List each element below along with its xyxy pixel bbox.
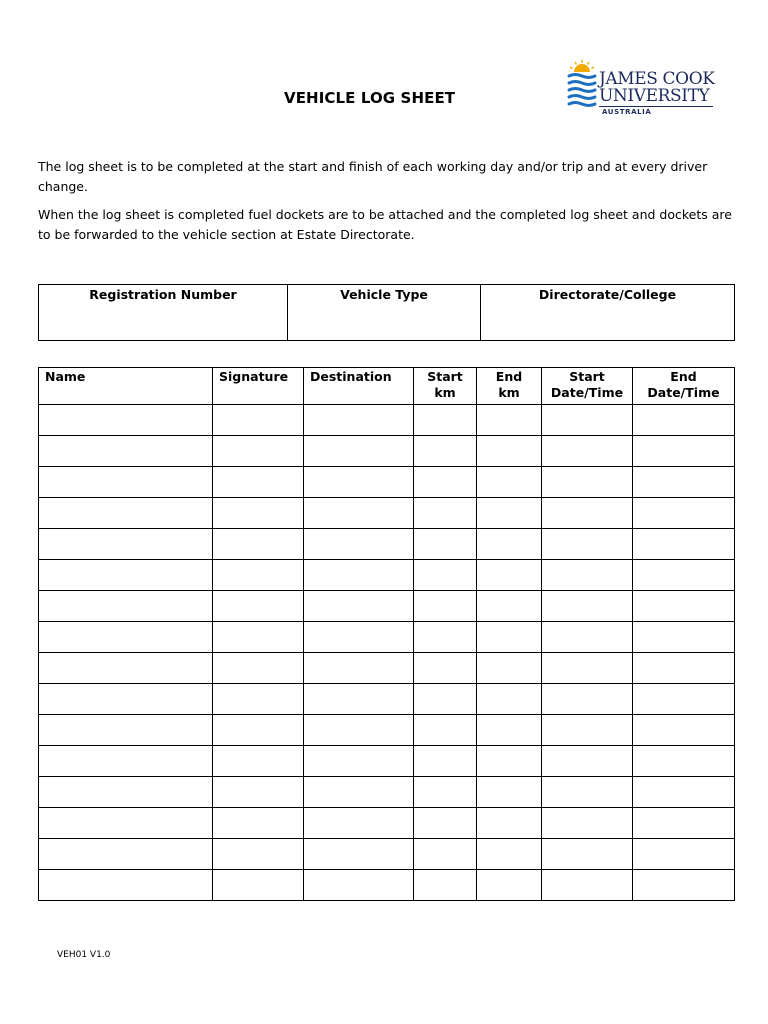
registration-number-cell[interactable]: Registration Number	[39, 285, 288, 341]
logo-divider	[599, 106, 713, 107]
document-version: VEH01 V1.0	[57, 950, 111, 960]
log-cell-destination[interactable]	[304, 839, 414, 870]
log-cell-name[interactable]	[39, 436, 213, 467]
table-row	[39, 684, 735, 715]
log-cell-signature[interactable]	[213, 746, 304, 777]
log-cell-signature[interactable]	[213, 684, 304, 715]
log-cell-name[interactable]	[39, 870, 213, 901]
table-row	[39, 622, 735, 653]
log-cell-name[interactable]	[39, 684, 213, 715]
log-cell-start-date-time[interactable]	[542, 839, 633, 870]
log-cell-start-date-time[interactable]	[542, 498, 633, 529]
table-row	[39, 405, 735, 436]
table-row	[39, 529, 735, 560]
table-row	[39, 839, 735, 870]
header-line: km	[498, 385, 520, 400]
log-cell-end-date-time[interactable]	[633, 498, 735, 529]
table-row	[39, 467, 735, 498]
log-cell-start-date-time[interactable]	[542, 870, 633, 901]
log-cell-signature[interactable]	[213, 560, 304, 591]
log-cell-name[interactable]	[39, 715, 213, 746]
log-cell-destination[interactable]	[304, 808, 414, 839]
log-cell-end-km[interactable]	[477, 653, 542, 684]
log-cell-signature[interactable]	[213, 870, 304, 901]
log-cell-signature[interactable]	[213, 467, 304, 498]
log-cell-start-km[interactable]	[414, 653, 477, 684]
page-title: VEHICLE LOG SHEET	[284, 89, 456, 107]
header-line: Date/Time	[550, 385, 624, 400]
log-cell-end-date-time[interactable]	[633, 529, 735, 560]
table-row	[39, 560, 735, 591]
log-cell-signature[interactable]	[213, 498, 304, 529]
log-cell-end-km[interactable]	[477, 777, 542, 808]
log-cell-start-date-time[interactable]	[542, 560, 633, 591]
log-cell-name[interactable]	[39, 746, 213, 777]
log-cell-destination[interactable]	[304, 870, 414, 901]
log-cell-start-km[interactable]	[414, 560, 477, 591]
log-cell-start-km[interactable]	[414, 467, 477, 498]
column-header-start-km	[414, 368, 477, 405]
log-cell-destination[interactable]	[304, 622, 414, 653]
log-cell-start-km[interactable]	[414, 808, 477, 839]
header-line: End	[670, 369, 697, 384]
log-cell-start-date-time[interactable]	[542, 746, 633, 777]
log-cell-start-date-time[interactable]	[542, 684, 633, 715]
log-cell-start-km[interactable]	[414, 591, 477, 622]
column-header-name	[39, 368, 213, 405]
log-cell-signature[interactable]	[213, 405, 304, 436]
log-cell-signature[interactable]	[213, 715, 304, 746]
log-cell-start-km[interactable]	[414, 684, 477, 715]
log-cell-end-km[interactable]	[477, 870, 542, 901]
table-row	[39, 746, 735, 777]
log-cell-start-km[interactable]	[414, 622, 477, 653]
log-cell-end-date-time[interactable]	[633, 591, 735, 622]
log-cell-destination[interactable]	[304, 653, 414, 684]
log-cell-destination[interactable]	[304, 777, 414, 808]
log-cell-end-km[interactable]	[477, 715, 542, 746]
log-cell-signature[interactable]	[213, 653, 304, 684]
log-cell-signature[interactable]	[213, 808, 304, 839]
log-cell-name[interactable]	[39, 560, 213, 591]
log-cell-signature[interactable]	[213, 622, 304, 653]
log-cell-destination[interactable]	[304, 560, 414, 591]
logo-emblem-icon	[566, 58, 598, 110]
vehicle-details-table	[38, 284, 735, 341]
log-cell-name[interactable]	[39, 591, 213, 622]
log-cell-destination[interactable]	[304, 529, 414, 560]
log-cell-end-km[interactable]	[477, 405, 542, 436]
log-cell-end-date-time[interactable]	[633, 560, 735, 591]
log-cell-name[interactable]	[39, 839, 213, 870]
header-line: Name	[45, 369, 86, 384]
log-cell-signature[interactable]	[213, 529, 304, 560]
log-cell-end-km[interactable]	[477, 560, 542, 591]
logo-line-1: JAMES COOK	[599, 69, 715, 89]
column-header-end-date-time	[633, 368, 735, 405]
log-cell-signature[interactable]	[213, 436, 304, 467]
log-cell-end-km[interactable]	[477, 746, 542, 777]
instruction-paragraph-1: The log sheet is to be completed at the start and finish of each working day and/or trip and at every driver change.	[38, 159, 708, 194]
header-line: Start	[569, 369, 605, 384]
log-cell-end-km[interactable]	[477, 436, 542, 467]
table-row	[39, 870, 735, 901]
log-cell-start-date-time[interactable]	[542, 467, 633, 498]
directorate-college-cell[interactable]: Directorate/College	[481, 285, 735, 341]
log-cell-name[interactable]	[39, 808, 213, 839]
trip-log-table	[38, 367, 735, 901]
table-row	[39, 715, 735, 746]
log-cell-end-date-time[interactable]	[633, 622, 735, 653]
column-header-end-km	[477, 368, 542, 405]
log-cell-name[interactable]	[39, 653, 213, 684]
log-cell-end-date-time[interactable]	[633, 715, 735, 746]
instruction-paragraph-2: When the log sheet is completed fuel dockets are to be attached and the completed log sheet and dockets are to be forwarded to the vehicle section at Estate Directorate.	[38, 207, 732, 242]
log-cell-end-km[interactable]	[477, 622, 542, 653]
log-cell-start-km[interactable]	[414, 777, 477, 808]
trip-log-body	[39, 405, 735, 901]
log-cell-start-km[interactable]	[414, 839, 477, 870]
vehicle-type-cell[interactable]: Vehicle Type	[288, 285, 481, 341]
column-header-start-date-time	[542, 368, 633, 405]
log-cell-destination[interactable]	[304, 715, 414, 746]
log-cell-end-date-time[interactable]	[633, 870, 735, 901]
log-cell-end-km[interactable]	[477, 839, 542, 870]
log-cell-start-date-time[interactable]	[542, 591, 633, 622]
log-cell-signature[interactable]	[213, 591, 304, 622]
column-header-destination	[304, 368, 414, 405]
log-cell-destination[interactable]	[304, 498, 414, 529]
log-cell-destination[interactable]	[304, 405, 414, 436]
table-row	[39, 591, 735, 622]
log-cell-end-date-time[interactable]	[633, 808, 735, 839]
log-cell-end-date-time[interactable]	[633, 839, 735, 870]
log-cell-name[interactable]	[39, 467, 213, 498]
log-cell-end-date-time[interactable]	[633, 777, 735, 808]
log-cell-end-date-time[interactable]	[633, 746, 735, 777]
table-row	[39, 436, 735, 467]
log-cell-name[interactable]	[39, 529, 213, 560]
log-cell-destination[interactable]	[304, 467, 414, 498]
column-header-signature	[213, 368, 304, 405]
log-cell-signature[interactable]	[213, 839, 304, 870]
log-cell-start-date-time[interactable]	[542, 405, 633, 436]
log-cell-start-date-time[interactable]	[542, 653, 633, 684]
header-line: km	[434, 385, 456, 400]
logo-line-3: AUSTRALIA	[602, 108, 652, 116]
log-cell-end-km[interactable]	[477, 684, 542, 715]
log-cell-end-km[interactable]	[477, 808, 542, 839]
log-cell-destination[interactable]	[304, 746, 414, 777]
header-line: Signature	[219, 369, 289, 384]
log-cell-start-date-time[interactable]	[542, 715, 633, 746]
log-cell-end-date-time[interactable]	[633, 653, 735, 684]
log-cell-destination[interactable]	[304, 436, 414, 467]
log-cell-start-km[interactable]	[414, 870, 477, 901]
log-cell-end-date-time[interactable]	[633, 436, 735, 467]
table-row	[39, 777, 735, 808]
table-row	[39, 653, 735, 684]
log-cell-start-date-time[interactable]	[542, 777, 633, 808]
log-cell-name[interactable]	[39, 405, 213, 436]
header-line: End	[495, 369, 523, 384]
log-cell-start-km[interactable]	[414, 436, 477, 467]
log-cell-end-date-time[interactable]	[633, 405, 735, 436]
table-row	[39, 285, 735, 341]
log-cell-start-date-time[interactable]	[542, 622, 633, 653]
university-logo	[566, 58, 716, 122]
log-cell-start-km[interactable]	[414, 529, 477, 560]
table-header-row	[39, 368, 735, 405]
log-cell-start-date-time[interactable]	[542, 529, 633, 560]
log-cell-end-date-time[interactable]	[633, 467, 735, 498]
log-cell-destination[interactable]	[304, 591, 414, 622]
header-line: Destination	[310, 369, 392, 384]
log-cell-name[interactable]	[39, 622, 213, 653]
header-line: Date/Time	[647, 385, 720, 400]
log-cell-start-km[interactable]	[414, 405, 477, 436]
table-row	[39, 808, 735, 839]
log-cell-start-km[interactable]	[414, 498, 477, 529]
log-cell-end-km[interactable]	[477, 498, 542, 529]
log-cell-name[interactable]	[39, 777, 213, 808]
log-cell-end-date-time[interactable]	[633, 684, 735, 715]
log-cell-destination[interactable]	[304, 684, 414, 715]
header-line: Start	[427, 369, 463, 384]
log-cell-name[interactable]	[39, 498, 213, 529]
log-cell-signature[interactable]	[213, 777, 304, 808]
log-cell-start-date-time[interactable]	[542, 808, 633, 839]
log-cell-start-km[interactable]	[414, 715, 477, 746]
log-cell-end-km[interactable]	[477, 591, 542, 622]
table-row	[39, 498, 735, 529]
logo-line-2: UNIVERSITY	[599, 86, 710, 106]
log-cell-end-km[interactable]	[477, 467, 542, 498]
log-cell-start-km[interactable]	[414, 746, 477, 777]
log-cell-start-date-time[interactable]	[542, 436, 633, 467]
log-cell-end-km[interactable]	[477, 529, 542, 560]
